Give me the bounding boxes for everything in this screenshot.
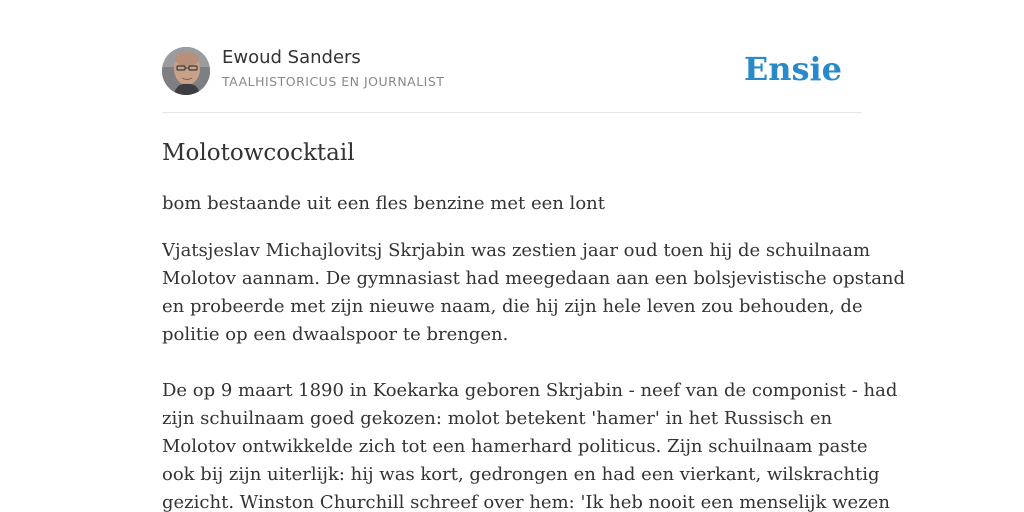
content-container xyxy=(162,0,906,512)
avatar-image xyxy=(162,47,210,95)
author-name[interactable]: Ewoud Sanders xyxy=(222,47,361,68)
author-role: TAALHISTORICUS EN JOURNALIST xyxy=(222,74,445,89)
author-avatar[interactable] xyxy=(162,47,210,95)
entry-definition: bom bestaande uit een fles benzine met een lont xyxy=(162,193,605,214)
body-paragraph-1 xyxy=(162,237,906,349)
body-line: Molotov aannam. De gymnasiast had meegedaan aan een bolsjevistische opstand xyxy=(162,268,906,289)
body-line: zijn schuilnaam goed gekozen: molot betekent 'hamer' in het Russisch en xyxy=(162,408,833,429)
entry-body xyxy=(162,237,906,512)
body-line: Vjatsjeslav Michajlovitsj Skrjabin was zestien jaar oud toen hij de schuilnaam xyxy=(162,240,871,261)
body-line: Molotov ontwikkelde zich tot een hamerhard politicus. Zijn schuilnaam paste xyxy=(162,436,868,457)
header xyxy=(162,0,862,113)
brand-logo[interactable]: Ensie xyxy=(743,50,842,88)
body-line: politie op een dwaalspoor te brengen. xyxy=(162,324,509,345)
body-line: ook bij zijn uiterlijk: hij was kort, gedrongen en had een vierkant, wilskrachtig xyxy=(162,464,880,485)
body-line: De op 9 maart 1890 in Koekarka geboren Skrjabin - neef van de componist - had xyxy=(162,380,898,401)
body-paragraph-2 xyxy=(162,377,898,512)
entry-title: Molotowcocktail xyxy=(162,140,355,166)
body-line: en probeerde met zijn nieuwe naam, die hij zijn hele leven zou behouden, de xyxy=(162,296,863,317)
body-line: gezicht. Winston Churchill schreef over hem: 'Ik heb nooit een menselijk wezen xyxy=(162,492,890,512)
